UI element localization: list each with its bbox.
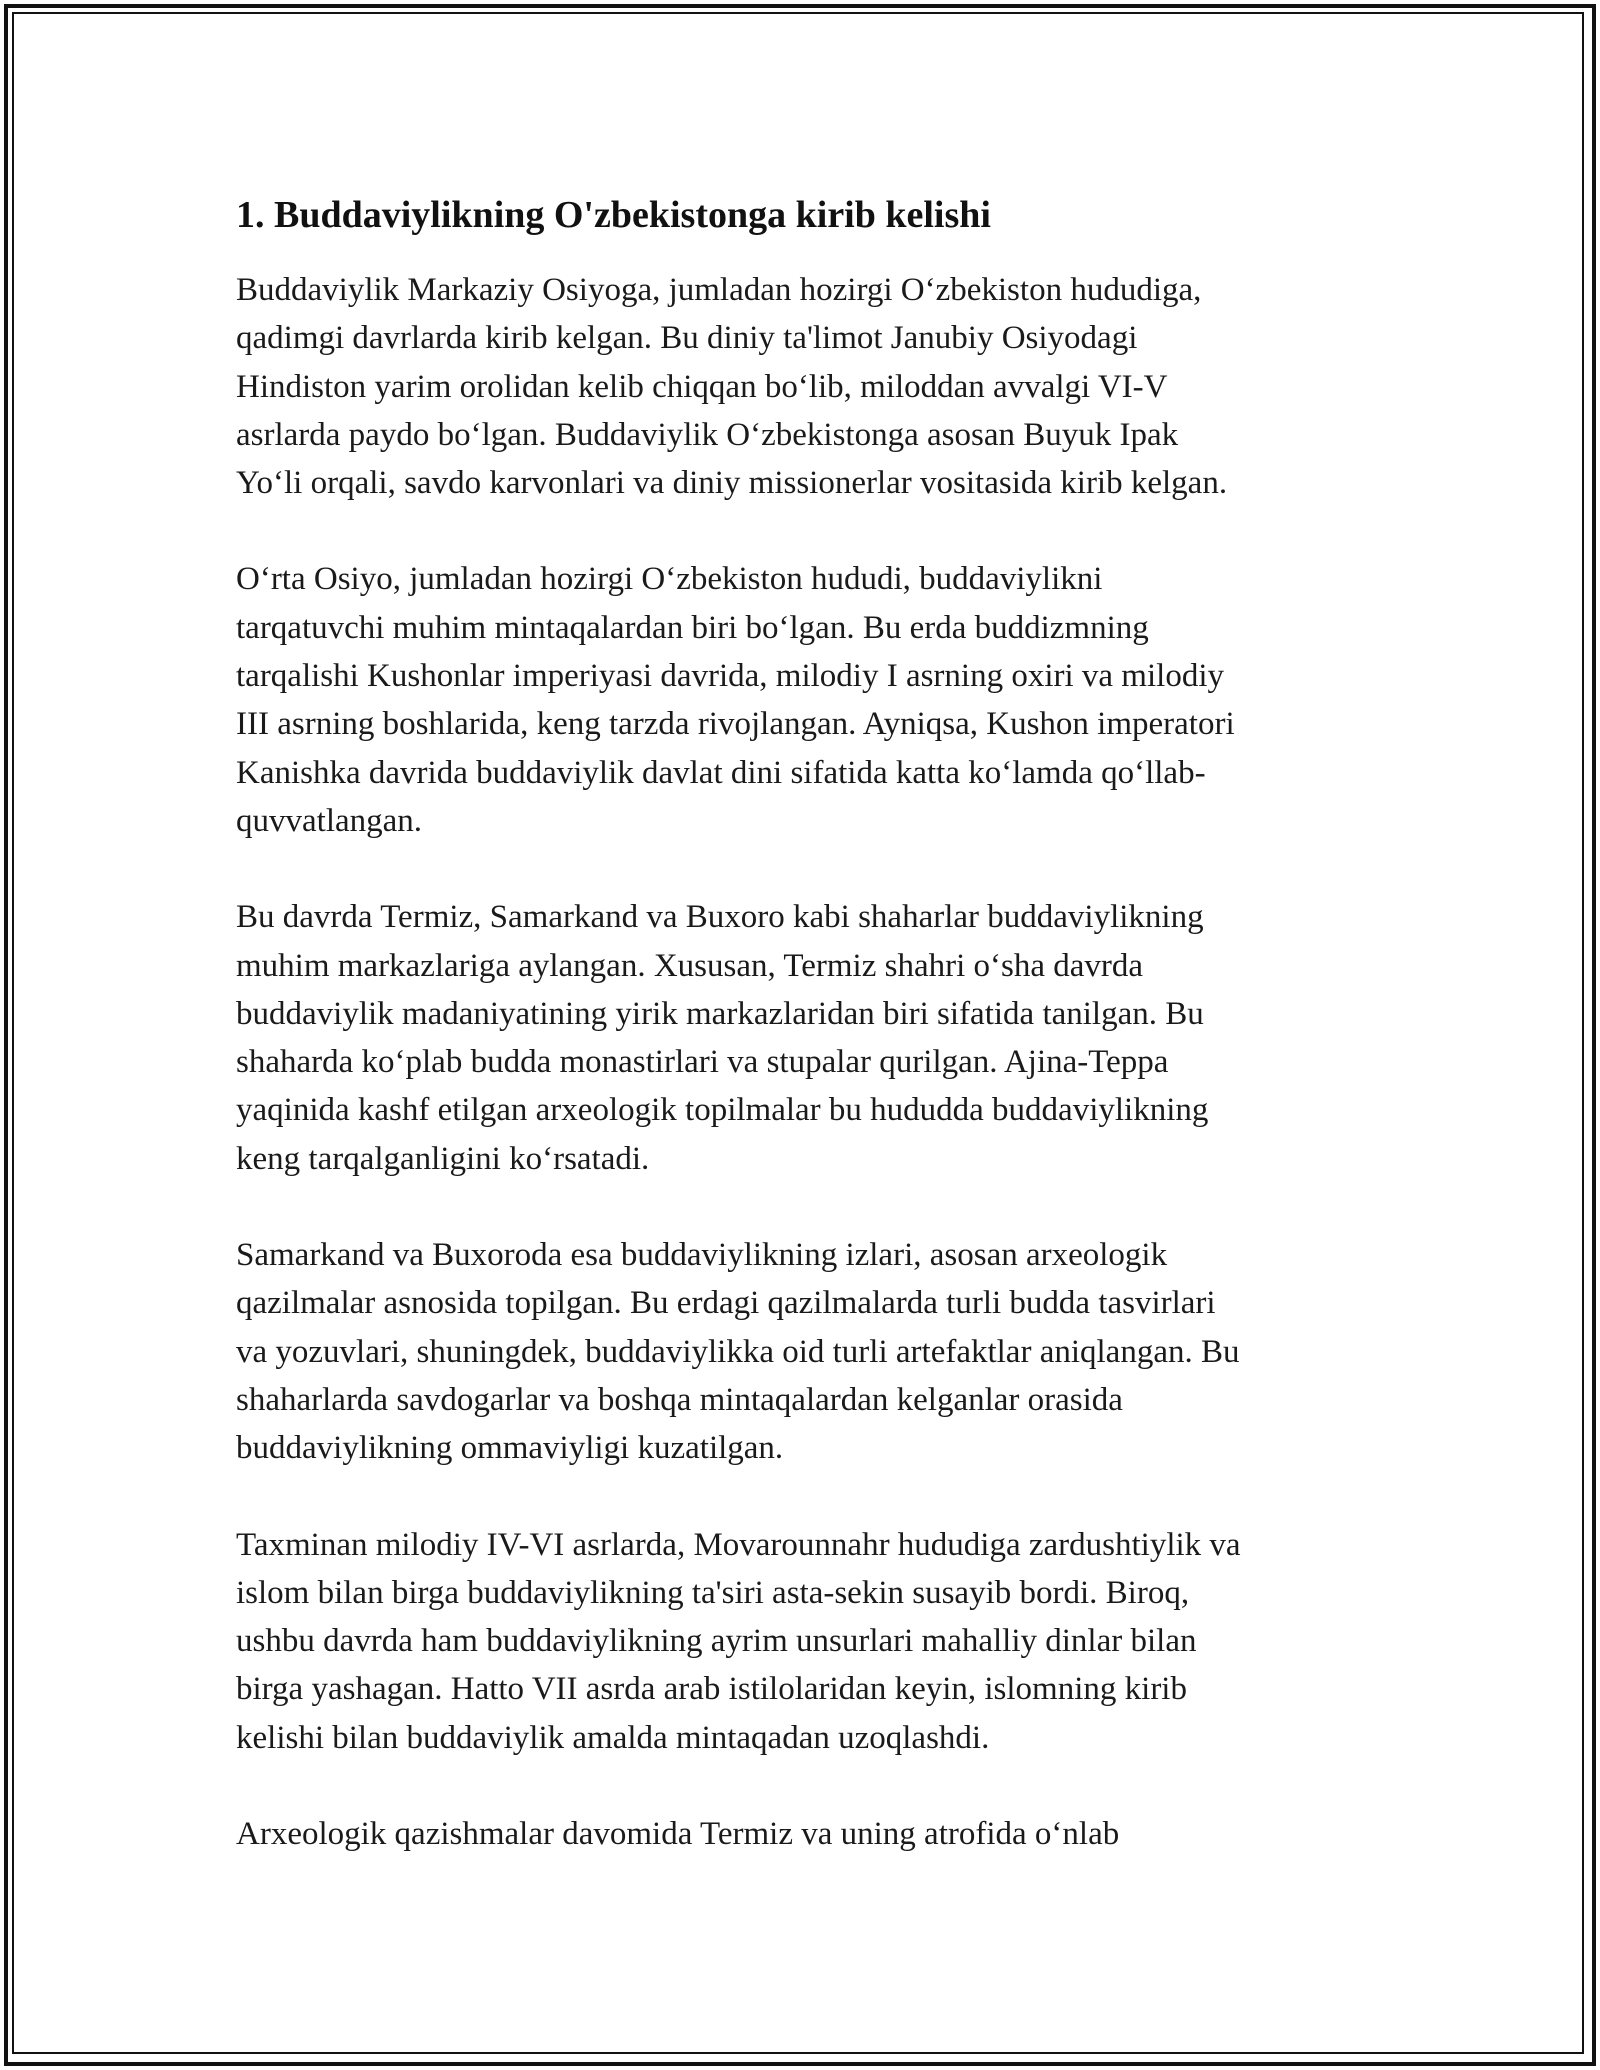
- text-line: Buddaviylik Markaziy Osiyoga, jumladan hozirgi O‘zbekiston hududiga,: [236, 272, 1202, 308]
- text-line: ushbu davrda ham buddaviylikning ayrim unsurlari mahalliy dinlar bilan: [236, 1623, 1197, 1660]
- text-line: yaqinida kashf etilgan arxeologik topilmalar bu hududda buddaviylikning: [236, 1092, 1209, 1129]
- text-line: qazilmalar asnosida topilgan. Bu erdagi qazilmalarda turli budda tasvirlari: [236, 1285, 1216, 1322]
- text-line: Yo‘li orqali, savdo karvonlari va diniy missionerlar vositasida kirib kelgan.: [236, 465, 1228, 502]
- document-body: [236, 186, 1366, 1906]
- text-line: Taxminan milodiy IV-VI asrlarda, Movarounnahr hududiga zardushtiylik va: [236, 1526, 1241, 1563]
- text-line: shaharda ko‘plab budda monastirlari va stupalar qurilgan. Ajina-Teppa: [236, 1044, 1169, 1081]
- paragraph-2: [236, 555, 1366, 845]
- text-line: III asrning boshlarida, keng tarzda rivojlangan. Ayniqsa, Kushon imperatori: [236, 706, 1235, 743]
- paragraph-5: [236, 1521, 1366, 1762]
- text-line: tarqalishi Kushonlar imperiyasi davrida, milodiy I asrning oxiri va milodiy: [236, 658, 1224, 695]
- text-line: O‘rta Osiyo, jumladan hozirgi O‘zbekiston hududi, buddaviylikni: [236, 561, 1103, 598]
- paragraph-3: [236, 893, 1366, 1183]
- text-line: quvvatlangan.: [236, 802, 423, 839]
- text-line: buddaviylik madaniyatining yirik markazlaridan biri sifatida tanilgan. Bu: [236, 995, 1204, 1032]
- text-line: tarqatuvchi muhim mintaqalardan biri bo‘lgan. Bu erda buddizmning: [236, 609, 1149, 646]
- text-line: islom bilan birga buddaviylikning ta'siri asta-sekin susayib bordi. Biroq,: [236, 1574, 1190, 1611]
- paragraph-4: [236, 1231, 1366, 1472]
- text-line: Bu davrda Termiz, Samarkand va Buxoro kabi shaharlar buddaviylikning: [236, 899, 1204, 936]
- text-line: Kanishka davrida buddaviylik davlat dini sifatida katta ko‘lamda qo‘llab-: [236, 754, 1206, 791]
- text-line: kelishi bilan buddaviylik amalda mintaqadan uzoqlashdi.: [236, 1719, 990, 1756]
- text-line: qadimgi davrlarda kirib kelgan. Bu diniy ta'limot Janubiy Osiyodagi: [236, 320, 1138, 357]
- text-line: keng tarqalganligini ko‘rsatadi.: [236, 1140, 650, 1177]
- section-heading: 1. Buddaviylikning O'zbekistonga kirib kelishi: [236, 194, 991, 236]
- text-line: muhim markazlariga aylangan. Xususan, Termiz shahri o‘sha davrda: [236, 947, 1144, 984]
- text-line: Samarkand va Buxoroda esa buddaviylikning izlari, asosan arxeologik: [236, 1237, 1168, 1274]
- text-line: birga yashagan. Hatto VII asrda arab istilolaridan keyin, islomning kirib: [236, 1671, 1187, 1708]
- text-line: asrlarda paydo bo‘lgan. Buddaviylik O‘zbekistonga asosan Buyuk Ipak: [236, 416, 1179, 453]
- paragraph-6: [236, 1810, 1366, 1858]
- text-line: buddaviylikning ommaviyligi kuzatilgan.: [236, 1430, 784, 1467]
- text-line: shaharlarda savdogarlar va boshqa mintaqalardan kelganlar orasida: [236, 1381, 1123, 1418]
- text-line: Hindiston yarim orolidan kelib chiqqan bo‘lib, miloddan avvalgi VI-V: [236, 368, 1168, 405]
- text-line: va yozuvlari, shuningdek, buddaviylikka oid turli artefaktlar aniqlangan. Bu: [236, 1333, 1240, 1370]
- text-line: Arxeologik qazishmalar davomida Termiz va uning atrofida o‘nlab: [236, 1816, 1120, 1853]
- paragraph-1: [236, 266, 1366, 507]
